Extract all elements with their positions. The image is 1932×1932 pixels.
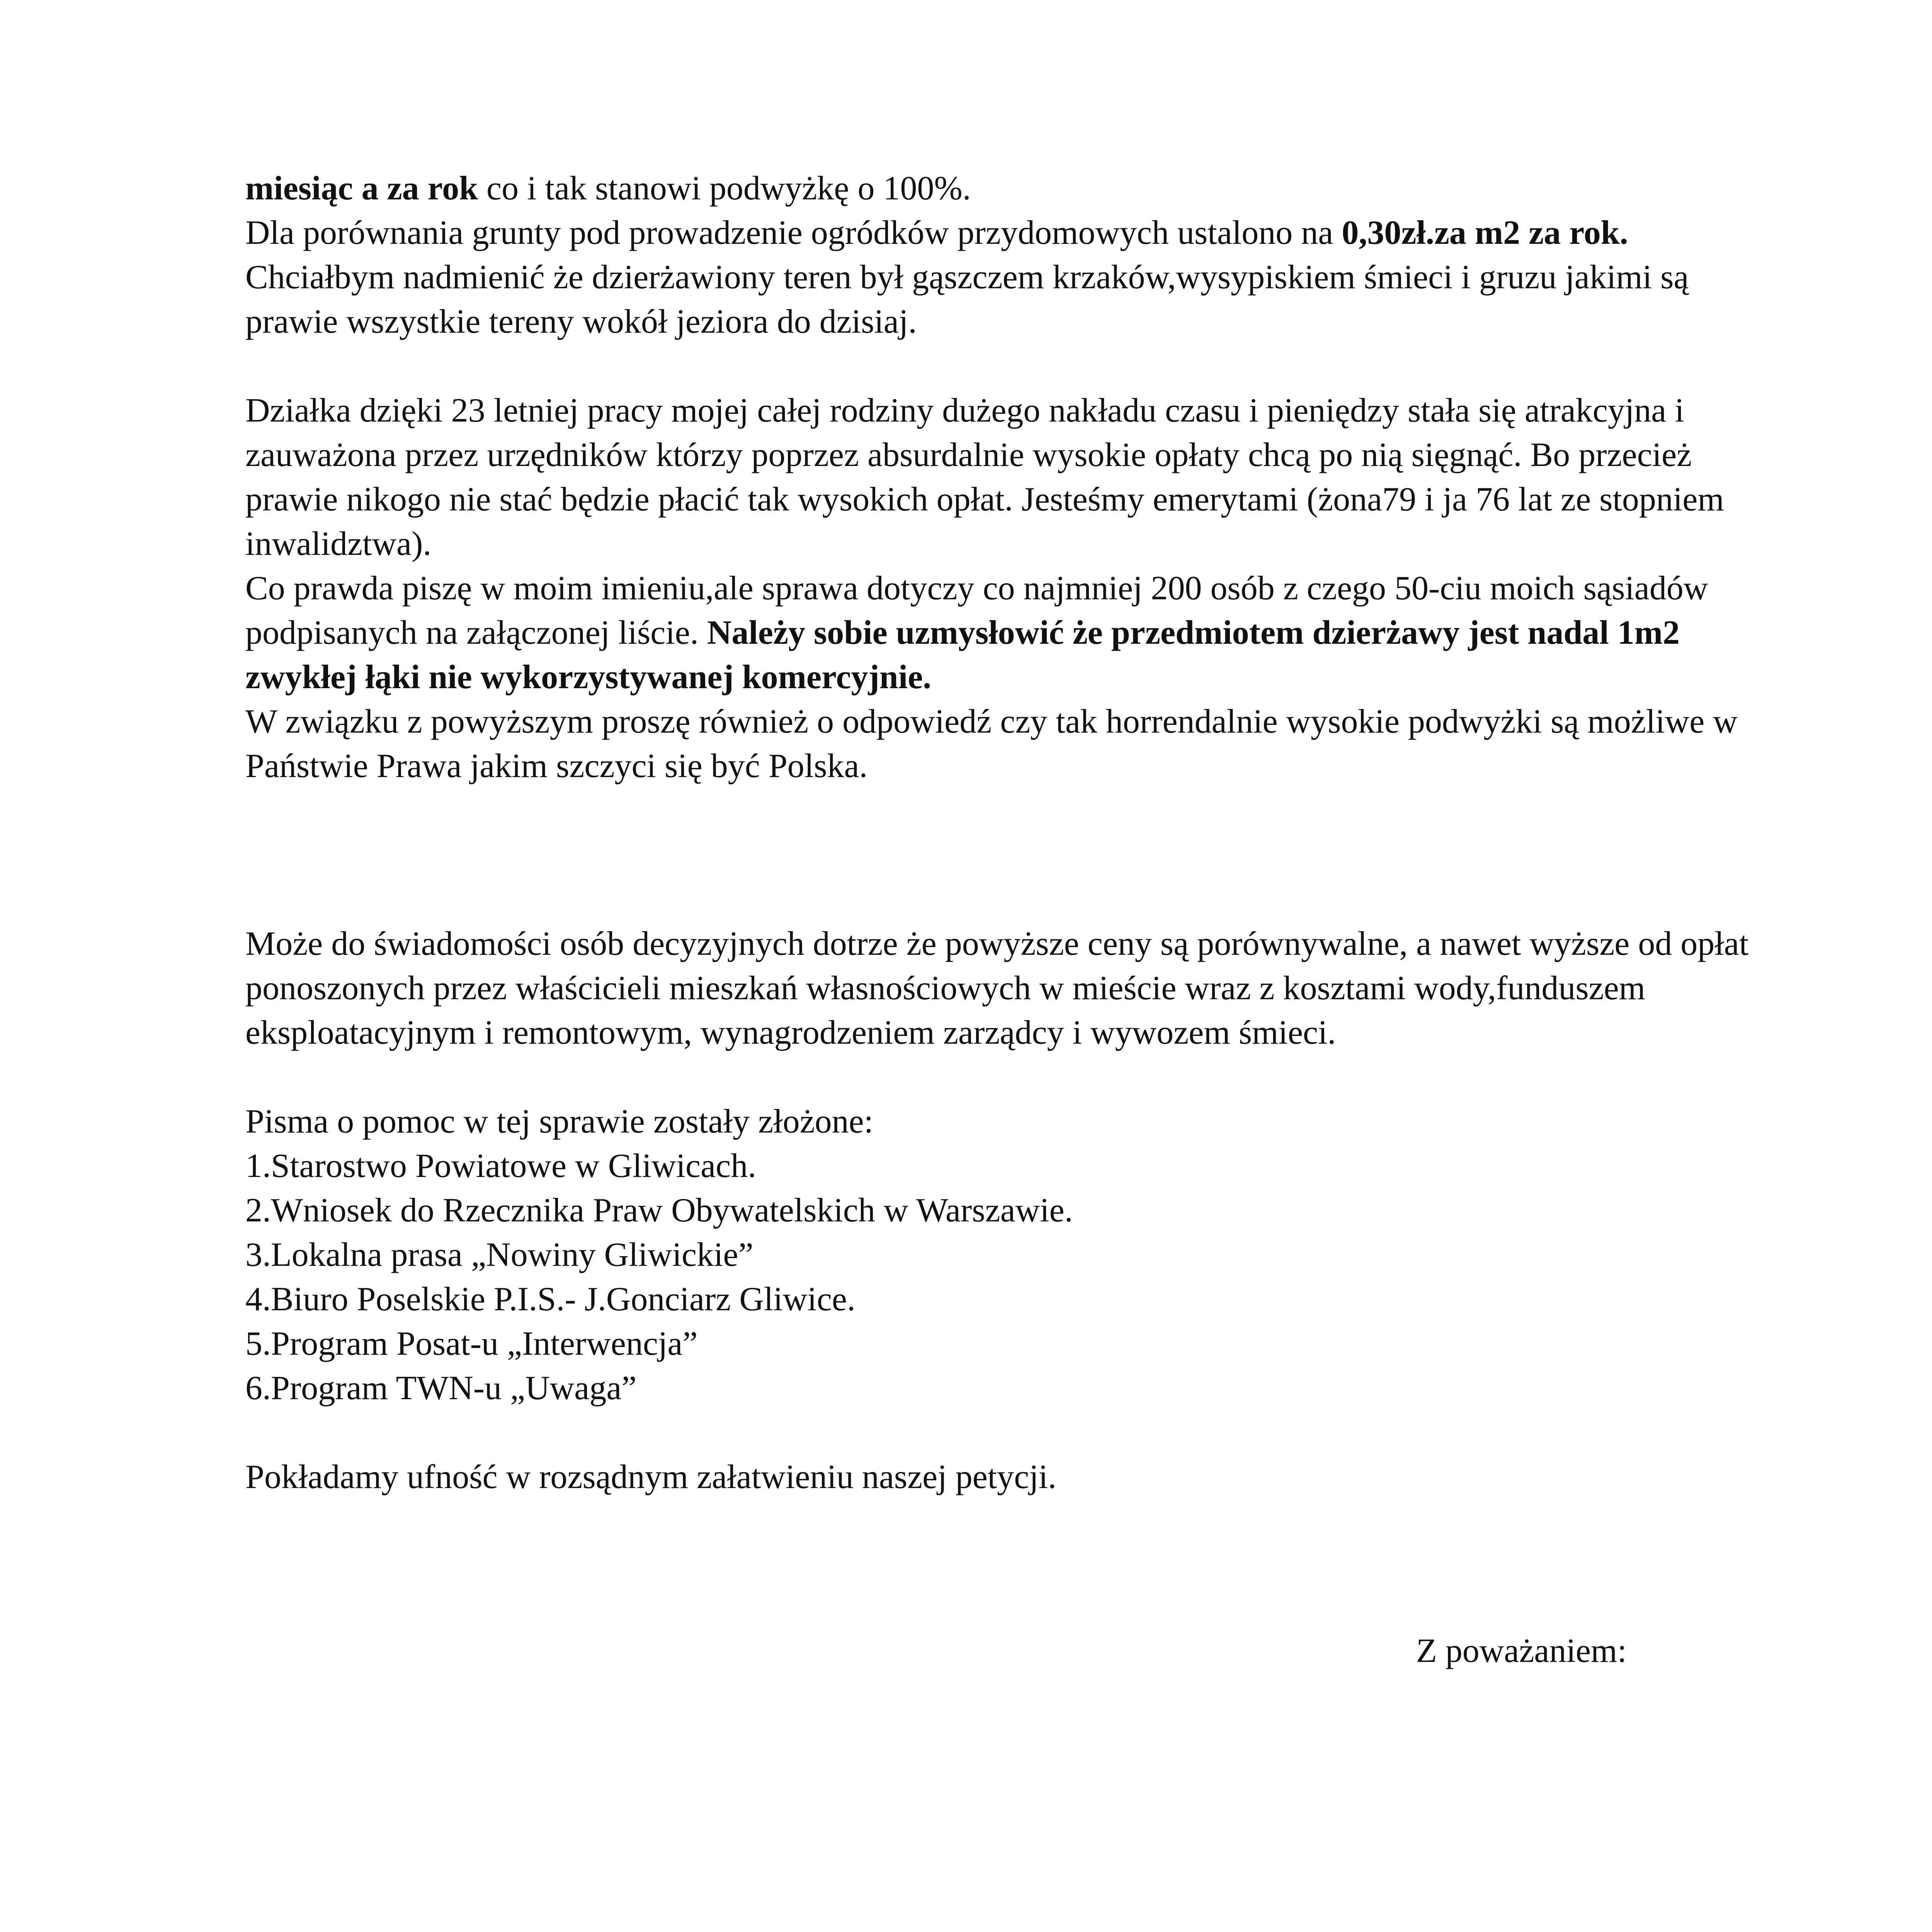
paragraph-increase: [245, 166, 1781, 211]
paragraph-comparison: [245, 211, 1781, 255]
paragraph-terrain: Chciałbym nadmienić że dzierżawiony teren był gąszczem krzaków,wysypiskiem śmieci i gruzu jakimi są prawie wszystkie tereny wokół jeziora do dzisiaj.: [245, 259, 1689, 340]
letter-body: [245, 166, 1781, 1499]
list-item: 3.Lokalna prasa „Nowiny Gliwickie”: [245, 1236, 753, 1274]
spacer: [245, 1410, 1781, 1455]
list-item: 4.Biuro Poselskie P.I.S.- J.Gonciarz Gliwice.: [245, 1281, 855, 1318]
paragraph-question: W związku z powyższym proszę również o odpowiedź czy tak horrendalnie wysokie podwyżki są możliwe w Państwie Prawa jakim szczyci się być Polska.: [245, 703, 1738, 785]
bold-text: 0,30zł.za m2 za rok.: [1342, 214, 1628, 252]
spacer: [245, 344, 1781, 388]
bold-text: Należy sobie uzmysłowić że przedmiotem dzierżawy jest nadal 1m2 zwykłej łąki nie wykorzystywanej komercyjnie.: [245, 614, 1680, 696]
paragraph-neighbours: [245, 566, 1781, 699]
spacer: [245, 1055, 1781, 1099]
paragraph-text: Dla porównania grunty pod prowadzenie ogródków przydomowych ustalono na: [245, 214, 1342, 252]
paragraph-text: co i tak stanowi podwyżkę o 100%.: [478, 170, 971, 207]
signoff: Z poważaniem:: [1416, 1632, 1627, 1670]
list-item: 6.Program TWN-u „Uwaga”: [245, 1369, 637, 1407]
paragraph-text: Co prawda piszę w moim imieniu,ale sprawa dotyczy co najmniej 200 osób z czego 50-ciu moich sąsiadów podpisanych na załączonej liście.: [245, 570, 1708, 651]
paragraph-comparison-costs: Może do świadomości osób decyzyjnych dotrze że powyższe ceny są porównywalne, a nawet wyższe od opłat ponoszonych przez właścicieli mieszkań własnościowych w mieście wraz z kosztami wody,funduszem eksploatacyjnym i remontowym, wynagrodzeniem zarządcy i wywozem śmieci.: [245, 925, 1749, 1051]
submission-list: [245, 1144, 1781, 1410]
spacer: [245, 788, 1781, 922]
paragraph-plot-history: Działka dzięki 23 letniej pracy mojej całej rodziny dużego nakładu czasu i pieniędzy stała się atrakcyjna i zauważona przez urzędników którzy poprzez absurdalnie wysokie opłaty chcą po nią sięgnąć. Bo przecież prawie nikogo nie stać będzie płacić tak wysokich opłat. Jesteśmy emerytami (żona79 i ja 76 lat ze stopniem inwalidztwa).: [245, 392, 1724, 563]
list-item: 5.Program Posat-u „Interwencja”: [245, 1325, 698, 1362]
list-item: 2.Wniosek do Rzecznika Praw Obywatelskich w Warszawie.: [245, 1192, 1073, 1229]
list-intro: Pisma o pomoc w tej sprawie zostały złożone:: [245, 1103, 874, 1140]
bold-text: miesiąc a za rok: [245, 170, 478, 207]
closing-line: Pokładamy ufność w rozsądnym załatwieniu naszej petycji.: [245, 1458, 1057, 1496]
list-item: 1.Starostwo Powiatowe w Gliwicach.: [245, 1147, 757, 1185]
